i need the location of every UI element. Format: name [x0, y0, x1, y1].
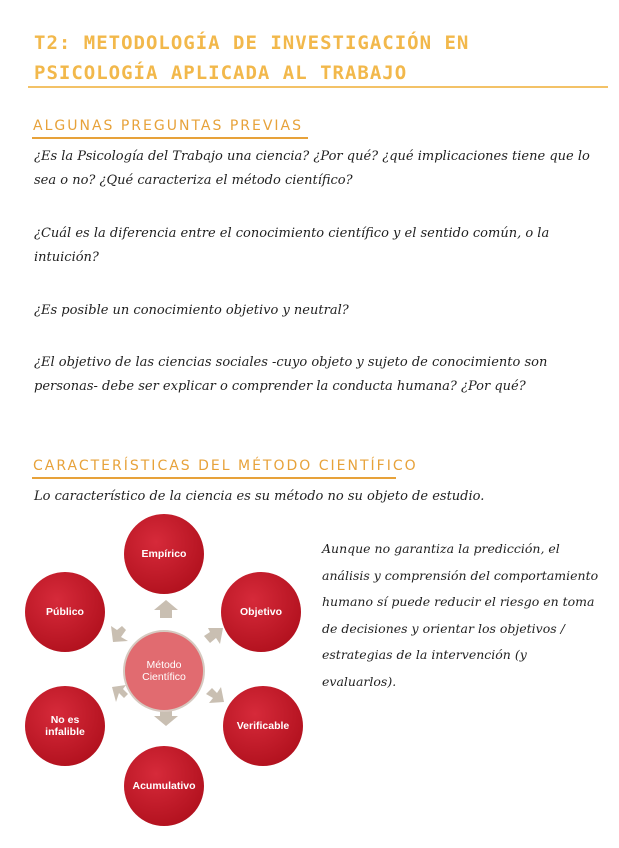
method-intro: Lo característico de la ciencia es su método no su objeto de estudio.	[34, 489, 485, 504]
section-underline	[32, 137, 308, 139]
section-underline	[32, 477, 396, 479]
question-1: ¿Es la Psicología del Trabajo una ciencia? ¿Por qué? ¿qué implicaciones tiene que lo sea o no? ¿Qué caracteriza el método científico?	[34, 149, 590, 188]
question-4: ¿El objetivo de las ciencias sociales -cuyo objeto y sujeto de conocimiento son personas- debe ser explicar o comprender la conducta humana? ¿Por qué?	[34, 355, 548, 394]
section-heading-preguntas: ALGUNAS PREGUNTAS PREVIAS	[33, 118, 304, 134]
node-empirico: Empírico	[124, 514, 204, 594]
node-objetivo: Objetivo	[221, 572, 301, 652]
arrow-top-right	[204, 628, 223, 644]
node-no-es-infalible: No es infalible	[25, 686, 105, 766]
section-heading-caracteristicas: CARACTERÍSTICAS DEL MÉTODO CIENTÍFICO	[33, 458, 418, 474]
question-3: ¿Es posible un conocimiento objetivo y neutral?	[34, 303, 349, 318]
arrow-top-left	[111, 626, 128, 642]
side-note: Aunque no garantiza la predicción, el análisis y comprensión del comportamiento humano sí puede reducir el riesgo en toma de decisiones y orientar los objetivos / estrategias de la intervención (y evaluarlos).	[322, 541, 599, 689]
node-verificable: Verificable	[223, 686, 303, 766]
page-title: T2: METODOLOGÍA DE INVESTIGACIÓN EN PSICOLOGÍA APLICADA AL TRABAJO	[34, 32, 470, 84]
node-metodo-cientifico: Método Científico	[123, 630, 205, 712]
title-underline	[28, 86, 608, 88]
node-publico: Público	[25, 572, 105, 652]
node-acumulativo: Acumulativo	[124, 746, 204, 826]
arrow-top	[154, 600, 178, 618]
method-cycle-diagram	[18, 512, 318, 830]
arrow-bottom-right	[206, 687, 224, 703]
question-2: ¿Cuál es la diferencia entre el conocimiento científico y el sentido común, o la intuición?	[34, 226, 550, 265]
